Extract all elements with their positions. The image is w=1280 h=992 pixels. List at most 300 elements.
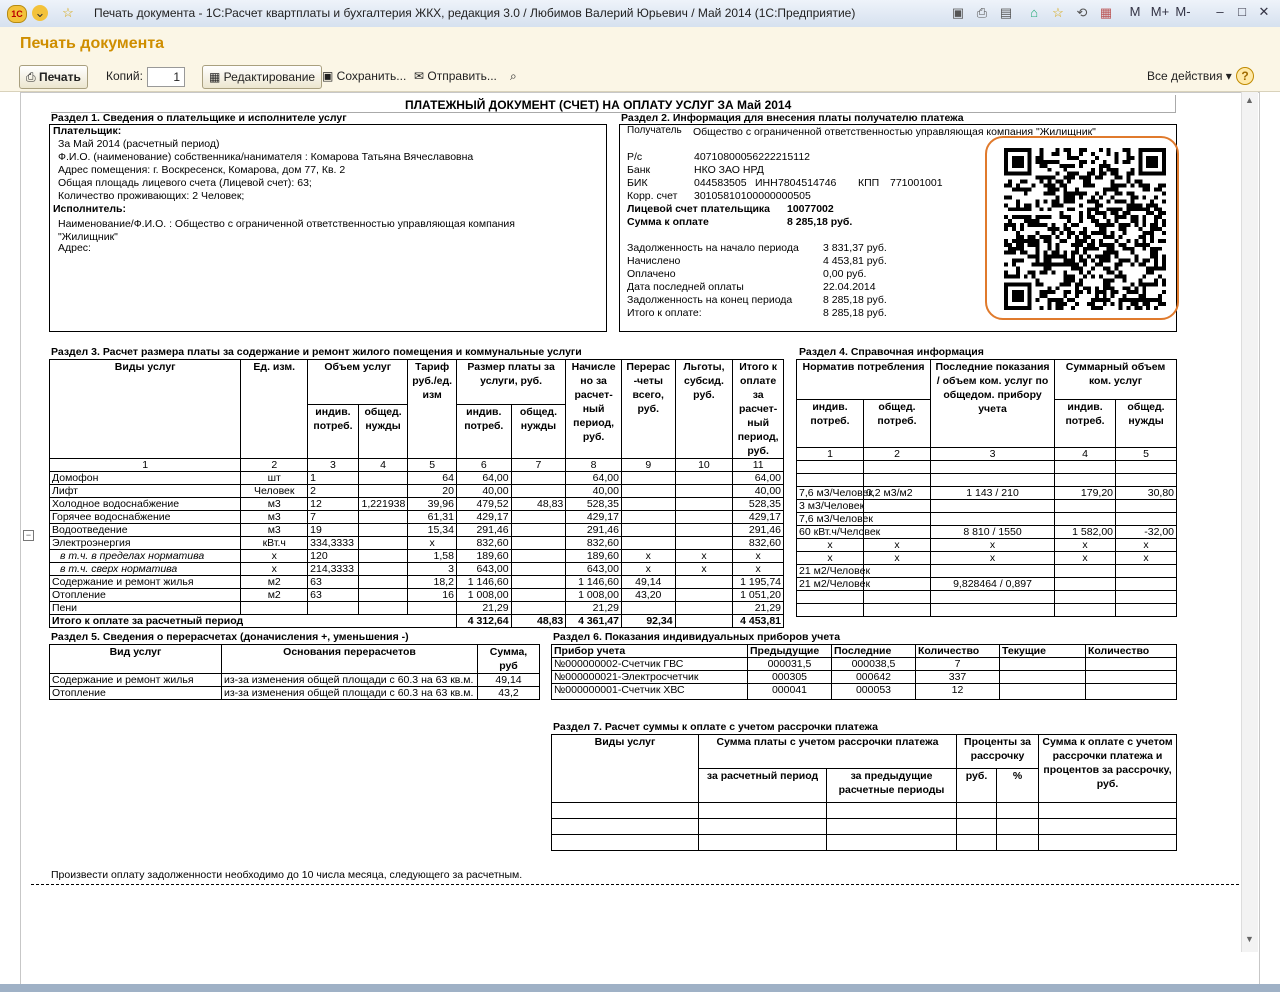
table-cell: Последние — [832, 645, 916, 658]
table-cell — [1086, 658, 1177, 671]
table-cell: Содержание и ремонт жилья — [50, 674, 222, 687]
memory-plus-button[interactable]: M+ — [1150, 4, 1170, 19]
table-cell — [358, 485, 408, 498]
form-header — [0, 27, 1280, 92]
table-cell — [1116, 578, 1177, 591]
table-cell: 8 810 / 1550 — [931, 526, 1055, 539]
table-cell — [241, 602, 308, 615]
table-cell — [358, 472, 408, 485]
table-cell: Размер платы за услуги, руб. — [456, 360, 565, 405]
table-row — [50, 576, 784, 589]
table-cell: 528,35 — [733, 498, 784, 511]
table-cell: х — [733, 563, 784, 576]
table-cell — [864, 461, 931, 474]
table-cell: 291,46 — [733, 524, 784, 537]
table-cell: 291,46 — [456, 524, 511, 537]
table-cell — [931, 500, 1055, 513]
table-cell: Тариф руб./ед. изм — [408, 360, 457, 459]
table-cell: 40,00 — [456, 485, 511, 498]
table-cell: 3 — [408, 563, 457, 576]
table-cell: 43,20 — [621, 589, 675, 602]
table-cell: индив. потреб. — [1055, 400, 1116, 448]
table-cell — [675, 472, 733, 485]
table-cell: Водоотведение — [50, 524, 241, 537]
rs-label: Р/с — [627, 151, 643, 163]
table-cell: 1 146,60 — [566, 576, 622, 589]
table-cell: 0,2 м3/м2 — [864, 487, 931, 500]
detail-label: Задолженность на конец периода — [627, 294, 793, 306]
table-cell: 832,60 — [456, 537, 511, 550]
home-icon[interactable]: ⌂ — [1030, 5, 1038, 20]
table-cell: Перерас -четы всего, руб. — [621, 360, 675, 459]
table-row — [50, 472, 784, 485]
table-cell: 000305 — [748, 671, 832, 684]
table-cell — [621, 472, 675, 485]
maximize-icon[interactable]: □ — [1238, 4, 1246, 19]
table-cell — [675, 615, 733, 628]
table-cell: х — [408, 537, 457, 550]
table-cell: 40,00 — [733, 485, 784, 498]
table-cell: в т.ч. сверх норматива — [50, 563, 241, 576]
table-cell — [931, 565, 1055, 578]
table-cell: 4 — [1055, 448, 1116, 461]
cut-line — [31, 884, 1249, 885]
table-cell: 63 — [308, 576, 359, 589]
table-cell — [408, 602, 457, 615]
detail-label: Начислено — [627, 255, 681, 267]
table-cell: из-за изменения общей площади с 60.3 на 63 кв.м. — [222, 687, 478, 700]
table-cell: 6 — [456, 459, 511, 472]
account-label: Лицевой счет плательщика — [627, 203, 771, 215]
table-cell — [1055, 591, 1116, 604]
table-cell: 643,00 — [456, 563, 511, 576]
floppy-icon: ▣ — [322, 69, 337, 83]
memory-m-button[interactable]: M — [1129, 4, 1141, 19]
table-cell: 60 кВт.ч/Человек — [797, 526, 864, 539]
table-cell: Виды услуг — [50, 360, 241, 459]
table-row — [552, 684, 1177, 700]
table-cell — [931, 591, 1055, 604]
table-cell: х — [1116, 539, 1177, 552]
table-row — [552, 671, 1177, 684]
table-cell: Количество — [916, 645, 1000, 658]
executor-line: Адрес: — [58, 242, 91, 254]
table-cell: 429,17 — [566, 511, 622, 524]
save-icon[interactable]: ▣ — [951, 5, 965, 20]
table-cell: х — [864, 552, 931, 565]
table-row — [50, 524, 784, 537]
table-cell: 4 — [358, 459, 408, 472]
table-cell: в т.ч. в пределах норматива — [50, 550, 241, 563]
table-cell: 1 051,20 — [733, 589, 784, 602]
table-cell: 3 — [931, 448, 1055, 461]
print-button[interactable]: ⎙ Печать — [19, 65, 88, 89]
table-cell: 21 м2/Человек — [797, 565, 864, 578]
taskbar — [0, 984, 1280, 992]
table-cell — [675, 498, 733, 511]
table-cell — [358, 511, 408, 524]
page-title: Печать документа — [20, 35, 165, 52]
table-cell: 832,60 — [566, 537, 622, 550]
table-row — [50, 674, 540, 687]
table-cell: Объем услуг — [308, 360, 408, 405]
s3-table — [49, 359, 784, 628]
envelope-icon: ✉ — [414, 69, 428, 83]
table-cell: 7 — [916, 658, 1000, 671]
table-cell — [1055, 513, 1116, 526]
table-cell — [1000, 671, 1086, 684]
table-cell — [1000, 684, 1086, 700]
table-cell — [675, 589, 733, 602]
table-cell: 49,14 — [478, 674, 540, 687]
table-cell — [864, 474, 931, 487]
s5-heading: Раздел 5. Сведения о перерасчетах (доначисления +, уменьшения -) — [51, 631, 409, 643]
table-cell: Вид услуг — [50, 645, 222, 674]
table-cell — [1055, 578, 1116, 591]
table-cell: 21,29 — [733, 602, 784, 615]
table-cell: кВт.ч — [241, 537, 308, 550]
edit-button[interactable]: ▦ Редактирование — [202, 65, 322, 89]
s4-table — [796, 359, 1177, 617]
table-cell — [358, 589, 408, 602]
printer-icon: ⎙ — [26, 70, 39, 84]
table-cell — [358, 563, 408, 576]
table-cell: 39,96 — [408, 498, 457, 511]
s3-heading: Раздел 3. Расчет размера платы за содержание и ремонт жилого помещения и коммунальные услуги — [51, 346, 582, 358]
table-cell — [864, 565, 931, 578]
table-cell: 000038,5 — [832, 658, 916, 671]
table-cell: 000041 — [748, 684, 832, 700]
table-cell: 48,83 — [511, 498, 566, 511]
table-cell — [1116, 604, 1177, 617]
table-cell — [621, 511, 675, 524]
table-cell: 2 — [241, 459, 308, 472]
table-cell: х — [864, 539, 931, 552]
favorite-star-icon[interactable]: ☆ — [62, 5, 74, 20]
rs-value: 40710800056222215112 — [694, 151, 811, 163]
table-cell: 43,2 — [478, 687, 540, 700]
s7-h-sum: Сумма платы с учетом рассрочки платежа — [699, 735, 957, 769]
sum-label: Сумма к оплате — [627, 216, 709, 228]
table-cell: 30,80 — [1116, 487, 1177, 500]
s7-h-rub: руб. — [957, 769, 997, 803]
table-cell: 000053 — [832, 684, 916, 700]
qr-code-icon — [1004, 148, 1166, 310]
table-cell: Итого к оплате за расчетный период — [50, 615, 457, 628]
help-button[interactable]: ? — [1236, 67, 1254, 85]
detail-value: 0,00 руб. — [823, 268, 867, 280]
table-cell: 8 — [566, 459, 622, 472]
table-cell: м3 — [241, 524, 308, 537]
table-row — [50, 485, 784, 498]
executor-line: "Жилищник" — [58, 231, 118, 243]
table-row — [50, 589, 784, 602]
table-row — [552, 803, 1177, 819]
detail-value: 4 453,81 руб. — [823, 255, 887, 267]
table-cell — [358, 537, 408, 550]
table-cell: Льготы, субсид. руб. — [675, 360, 733, 459]
table-cell: х — [733, 550, 784, 563]
table-cell — [797, 604, 864, 617]
table-cell: х — [241, 550, 308, 563]
table-row — [50, 687, 540, 700]
table-cell — [1055, 565, 1116, 578]
table-cell — [931, 513, 1055, 526]
table-cell — [1055, 461, 1116, 474]
table-cell: 21,29 — [566, 602, 622, 615]
table-cell: шт — [241, 472, 308, 485]
table-cell — [1086, 684, 1177, 700]
table-cell: 63 — [308, 589, 359, 602]
table-cell: 1,221938 — [358, 498, 408, 511]
s6-heading: Раздел 6. Показания индивидуальных приборов учета — [553, 631, 841, 643]
footer-note: Произвести оплату задолженности необходимо до 10 числа месяца, следующего за расчетным. — [51, 869, 523, 881]
table-cell — [864, 500, 931, 513]
preview-button[interactable] — [510, 65, 517, 87]
menu-icon[interactable]: ⌄ — [32, 5, 48, 21]
scroll-down-icon[interactable]: ▼ — [1245, 934, 1254, 944]
magnifier-icon: ⌕ — [510, 69, 517, 83]
table-cell: индив. потреб. — [797, 400, 864, 448]
table-cell — [511, 524, 566, 537]
window-titlebar — [0, 0, 1280, 28]
table-cell: 92,34 — [621, 615, 675, 628]
s6-table — [551, 644, 1177, 700]
s5-table — [49, 644, 540, 700]
detail-value: 8 285,18 руб. — [823, 307, 887, 319]
table-cell — [308, 602, 359, 615]
table-cell: 479,52 — [456, 498, 511, 511]
table-cell — [675, 511, 733, 524]
table-cell: Итого к оплате за расчет- ный период, руб. — [733, 360, 784, 459]
table-cell: 429,17 — [733, 511, 784, 524]
copies-input[interactable]: 1 — [147, 67, 185, 87]
table-cell — [675, 602, 733, 615]
table-cell: 61,31 — [408, 511, 457, 524]
recipient-value: Общество с ограниченной ответственностью управляющая компания "Жилищник" — [693, 126, 1096, 138]
table-cell: 12 — [916, 684, 1000, 700]
table-cell — [621, 602, 675, 615]
kpp-label: КПП — [858, 177, 880, 189]
table-cell: Человек — [241, 485, 308, 498]
table-cell: 49,14 — [621, 576, 675, 589]
detail-label: Дата последней оплаты — [627, 281, 744, 293]
kpp-value: 771001001 — [890, 177, 943, 189]
table-cell: х — [1116, 552, 1177, 565]
memory-minus-button[interactable]: M- — [1175, 4, 1191, 19]
table-cell: 429,17 — [456, 511, 511, 524]
table-cell — [797, 461, 864, 474]
payer-line: За Май 2014 (расчетный период) — [58, 138, 220, 150]
table-cell — [621, 498, 675, 511]
save-button[interactable]: ▣ Сохранить... — [322, 69, 407, 83]
table-cell: Прибор учета — [552, 645, 748, 658]
table-cell: х — [931, 552, 1055, 565]
bik-value: 044583505 — [694, 177, 747, 189]
table-cell: 1 — [308, 472, 359, 485]
bik-label: БИК — [627, 177, 648, 189]
table-cell: 64,00 — [566, 472, 622, 485]
vertical-scrollbar[interactable] — [1241, 92, 1258, 952]
table-cell: 12 — [308, 498, 359, 511]
calendar-icon[interactable]: ▦ — [1099, 5, 1113, 20]
scroll-up-icon[interactable]: ▲ — [1245, 95, 1254, 105]
table-cell: Домофон — [50, 472, 241, 485]
executor-label: Исполнитель: — [53, 203, 126, 215]
all-actions-menu[interactable]: Все действия ▾ — [1147, 69, 1232, 83]
table-cell: 7,6 м3/Человек — [797, 487, 864, 500]
print-icon[interactable]: ⎙ — [976, 5, 988, 20]
table-cell: Ед. изм. — [241, 360, 308, 459]
table-cell: 15,34 — [408, 524, 457, 537]
table-cell: 5 — [1116, 448, 1177, 461]
table-cell: 11 — [733, 459, 784, 472]
recipient-label: Получатель — [627, 125, 682, 136]
bank-label: Банк — [627, 164, 651, 176]
table-cell: Отопление — [50, 687, 222, 700]
collapse-toggle-icon[interactable]: − — [23, 530, 34, 541]
table-cell: м2 — [241, 576, 308, 589]
send-button[interactable]: ✉ Отправить... — [414, 69, 497, 83]
s4-heading: Раздел 4. Справочная информация — [799, 346, 984, 358]
table-cell: 18,2 — [408, 576, 457, 589]
s7-h-pct: Проценты за рассрочку — [957, 735, 1039, 769]
copies-label: Копий: — [106, 69, 143, 83]
table-cell — [1116, 474, 1177, 487]
history-icon[interactable]: ⟲ — [1076, 5, 1088, 20]
account-value: 10077002 — [787, 203, 834, 215]
executor-line: Наименование/Ф.И.О. : Общество с ограниченной ответственностью управляющая компания — [58, 218, 515, 230]
table-cell — [358, 524, 408, 537]
table-cell — [511, 537, 566, 550]
table-cell: 1 146,60 — [456, 576, 511, 589]
table-row — [797, 526, 1177, 539]
table-row — [50, 602, 784, 615]
s7-table — [551, 734, 1177, 851]
ks-label: Корр. счет — [627, 190, 678, 202]
table-cell — [675, 537, 733, 550]
table-cell: 337 — [916, 671, 1000, 684]
table-row — [50, 563, 784, 576]
table-cell: Текущие — [1000, 645, 1086, 658]
table-cell — [511, 485, 566, 498]
table-cell: 7 — [308, 511, 359, 524]
table-cell — [864, 578, 931, 591]
table-cell: 000642 — [832, 671, 916, 684]
table-cell — [511, 576, 566, 589]
table-cell: х — [621, 550, 675, 563]
payer-label: Плательщик: — [53, 125, 122, 137]
table-cell: 1 195,74 — [733, 576, 784, 589]
table-cell: Содержание и ремонт жилья — [50, 576, 241, 589]
title-frame — [51, 95, 1176, 113]
table-cell — [931, 461, 1055, 474]
table-cell: 21,29 — [456, 602, 511, 615]
table-cell: 40,00 — [566, 485, 622, 498]
table-row — [50, 511, 784, 524]
table-cell — [358, 550, 408, 563]
table-cell — [864, 591, 931, 604]
table-cell — [1116, 513, 1177, 526]
detail-value: 8 285,18 руб. — [823, 294, 887, 306]
table-cell — [1055, 500, 1116, 513]
table-cell — [358, 576, 408, 589]
table-cell: Лифт — [50, 485, 241, 498]
table-row — [50, 498, 784, 511]
table-cell: м3 — [241, 511, 308, 524]
table-cell: х — [797, 552, 864, 565]
table-cell: 179,20 — [1055, 487, 1116, 500]
table-cell: 1 143 / 210 — [931, 487, 1055, 500]
table-cell — [511, 550, 566, 563]
bank-value: НКО ЗАО НРД — [694, 164, 764, 176]
table-cell: 7,6 м3/Человек — [797, 513, 864, 526]
close-icon[interactable]: ✕ — [1258, 4, 1270, 19]
sum-value: 8 285,18 руб. — [787, 216, 853, 228]
table-cell: Электроэнергия — [50, 537, 241, 550]
table-cell: №000000001-Счетчик ХВС — [552, 684, 748, 700]
table-cell — [797, 474, 864, 487]
table-row — [50, 550, 784, 563]
table-cell: 832,60 — [733, 537, 784, 550]
table-row — [797, 513, 1177, 526]
table-cell: 19 — [308, 524, 359, 537]
star-icon[interactable]: ☆ — [1052, 5, 1064, 20]
table-cell: х — [675, 563, 733, 576]
table-cell: индив. потреб. — [456, 405, 511, 459]
table-cell — [1055, 474, 1116, 487]
table-cell: 2 — [864, 448, 931, 461]
table-row — [797, 578, 1177, 591]
table-cell: 000031,5 — [748, 658, 832, 671]
table-cell: х — [931, 539, 1055, 552]
table-cell: 20 — [408, 485, 457, 498]
table-cell: 9 — [621, 459, 675, 472]
doc-title: ПЛАТЕЖНЫЙ ДОКУМЕНТ (СЧЕТ) НА ОПЛАТУ УСЛУГ ЗА Май 2014 — [405, 98, 792, 112]
table-cell — [675, 576, 733, 589]
table-cell — [675, 485, 733, 498]
table-cell: 10 — [675, 459, 733, 472]
table-cell: Сумма, руб — [478, 645, 540, 674]
table-cell — [511, 589, 566, 602]
inn-value: 7804514746 — [778, 177, 837, 189]
window-title: Печать документа - 1С:Расчет квартплаты и бухгалтерия ЖКХ, редакция 3.0 / Любимов Валерий Юрьевич / Май 2014 (1С:Предприятие) — [94, 6, 856, 20]
table-cell: 2 — [308, 485, 359, 498]
table-cell: общед. нужды — [511, 405, 566, 459]
s1-heading: Раздел 1. Сведения о плательщике и исполнителе услуг — [51, 112, 347, 124]
table-cell: х — [241, 563, 308, 576]
table-cell — [511, 511, 566, 524]
table-cell: Основания перерасчетов — [222, 645, 478, 674]
table-row — [552, 819, 1177, 835]
s7-heading: Раздел 7. Расчет суммы к оплате с учетом рассрочки платежа — [553, 721, 878, 733]
table-cell: х — [1055, 552, 1116, 565]
table-cell — [511, 563, 566, 576]
table-cell: индив. потреб. — [308, 405, 359, 459]
minimize-icon[interactable]: – — [1216, 4, 1224, 19]
table-cell: Предыдущие — [748, 645, 832, 658]
preview-icon[interactable]: ▤ — [999, 5, 1013, 20]
table-cell: 7 — [511, 459, 566, 472]
table-cell: 1 — [50, 459, 241, 472]
table-cell: 4 312,64 — [456, 615, 511, 628]
table-cell: Отопление — [50, 589, 241, 602]
table-cell: 64,00 — [456, 472, 511, 485]
table-cell — [675, 524, 733, 537]
table-cell — [864, 604, 931, 617]
detail-value: 3 831,37 руб. — [823, 242, 887, 254]
s2-heading: Раздел 2. Информация для внесения платы получателю платежа — [621, 112, 964, 124]
